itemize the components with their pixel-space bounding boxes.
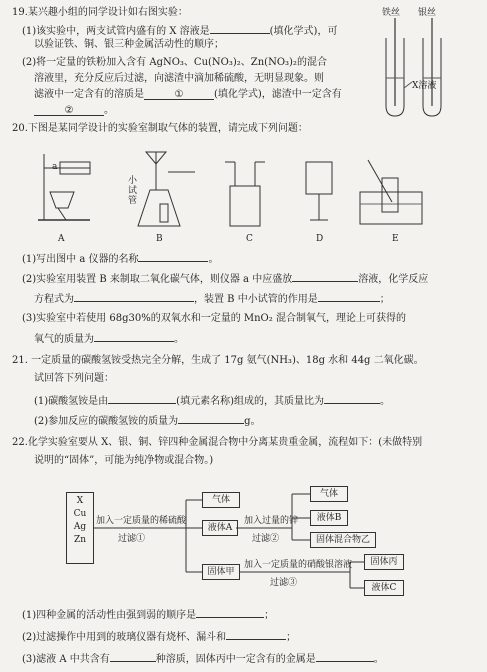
q19-line3: 以验证铁、铜、银三种金属活动性的顺序； (34, 39, 224, 50)
q19-line2: (1)该实验中，两支试管内盛有的 X 溶液是 (填化学式)，可 (22, 22, 337, 39)
solid-a-box: 固体甲 (202, 564, 240, 580)
q19-line5: 溶液里，充分反应后过滤，向滤渣中滴加稀硫酸，无明显现象。则 (34, 73, 324, 84)
q22-q1: (1)四种金属的活动性由强到弱的顺序是 ； (22, 606, 274, 623)
step3-label: 加入一定质量的硝酸银溶液 (244, 560, 353, 570)
label-a: A (58, 234, 65, 244)
label-d: D (316, 234, 324, 244)
q22-q2: (2)过滤操作中用到的玻璃仪器有烧杯、漏斗和 ； (22, 628, 296, 645)
q20-line2: (1)写出图中 a 仪器的名称 。 (22, 250, 218, 267)
gas1-box: 气体 (202, 492, 240, 508)
metal-mixture-box: X Cu Ag Zn (66, 492, 94, 564)
step2-label: 加入过量的锌 (244, 516, 299, 526)
q19-line7: ② 。 (34, 104, 114, 118)
filter2-label: 过滤② (252, 534, 280, 544)
q19-line4: (2)将一定量的铁粉加入含有 AgNO₃、Cu(NO₃)₂、Zn(NO₃)₂的混合 (22, 57, 327, 68)
q19-line6: 滤液中一定含有的溶质是 ① (填化学式)，滤渣中一定含有 (34, 89, 342, 100)
q20-line5: (3)实验室中若使用 68g30%的双氧水和一定量的 MnO₂ 混合制氧气，理论上可获得的 (22, 313, 406, 324)
gas2-box: 气体 (310, 486, 348, 502)
fig-x-solution-label: X溶液 (412, 81, 437, 91)
label-b: B (156, 234, 163, 244)
fig-iron-wire-label: 铁丝 (382, 8, 401, 18)
q21-line2: 试回答下列问题： (34, 373, 114, 384)
solid-c-box: 固体丙 (364, 554, 404, 570)
q20-title: 20.下图是某同学设计的实验室制取气体的装置，请完成下列问题： (12, 123, 308, 134)
q19-blank-1: ① (144, 88, 214, 100)
q22-q3: (3)滤液 A 中共含有 种溶质，固体丙中一定含有的金属是 。 (22, 650, 384, 667)
q19-title: 19.某兴趣小组的同学设计如右图实验： (12, 7, 188, 18)
small-test-tube-label: 小试管 (128, 176, 138, 206)
liquid-a-box: 液体A (202, 520, 238, 536)
q21-line4: (2)参加反应的碳酸氢铵的质量为 g。 (34, 412, 261, 429)
filter3-label: 过滤③ (270, 578, 298, 588)
label-c: C (246, 234, 253, 244)
q22-title: 22.化学实验室要从 X、银、铜、锌四种金属混合物中分离某贵重金属，流程如下：(未做特别 (12, 437, 423, 448)
q19-blank-2: ② (34, 104, 104, 116)
liquid-b-box: 液体B (310, 510, 348, 526)
liquid-c-box: 液体C (364, 580, 404, 596)
q20-line6: 氧气的质量为 。 (34, 330, 184, 347)
q20-line3: (2)实验室用装置 B 来制取二氧化碳气体，则仪器 a 中应盛放 溶液，化学反应 (22, 270, 428, 287)
q21-line3: (1)碳酸氢铵是由 (填元素名称)组成的，其质量比为 。 (34, 392, 390, 409)
q22-line2: 说明的“固体”，可能为纯净物或混合物。) (34, 455, 214, 466)
label-e: E (392, 234, 399, 244)
q21-title: 21. 一定质量的碳酸氢铵受热完全分解，生成了 17g 氨气(NH₃)、18g 水和 44g 二氧化碳。 (12, 355, 424, 366)
apparatus-a-pointer: a (52, 162, 58, 172)
fig-silver-wire-label: 银丝 (418, 8, 437, 18)
q20-line4: 方程式为 ，装置 B 中小试管的作用是 ； (34, 290, 390, 307)
filter1-label: 过滤① (118, 534, 146, 544)
solid-b-box: 固体混合物乙 (310, 532, 376, 548)
step1-label: 加入一定质量的稀硫酸 (96, 516, 187, 526)
